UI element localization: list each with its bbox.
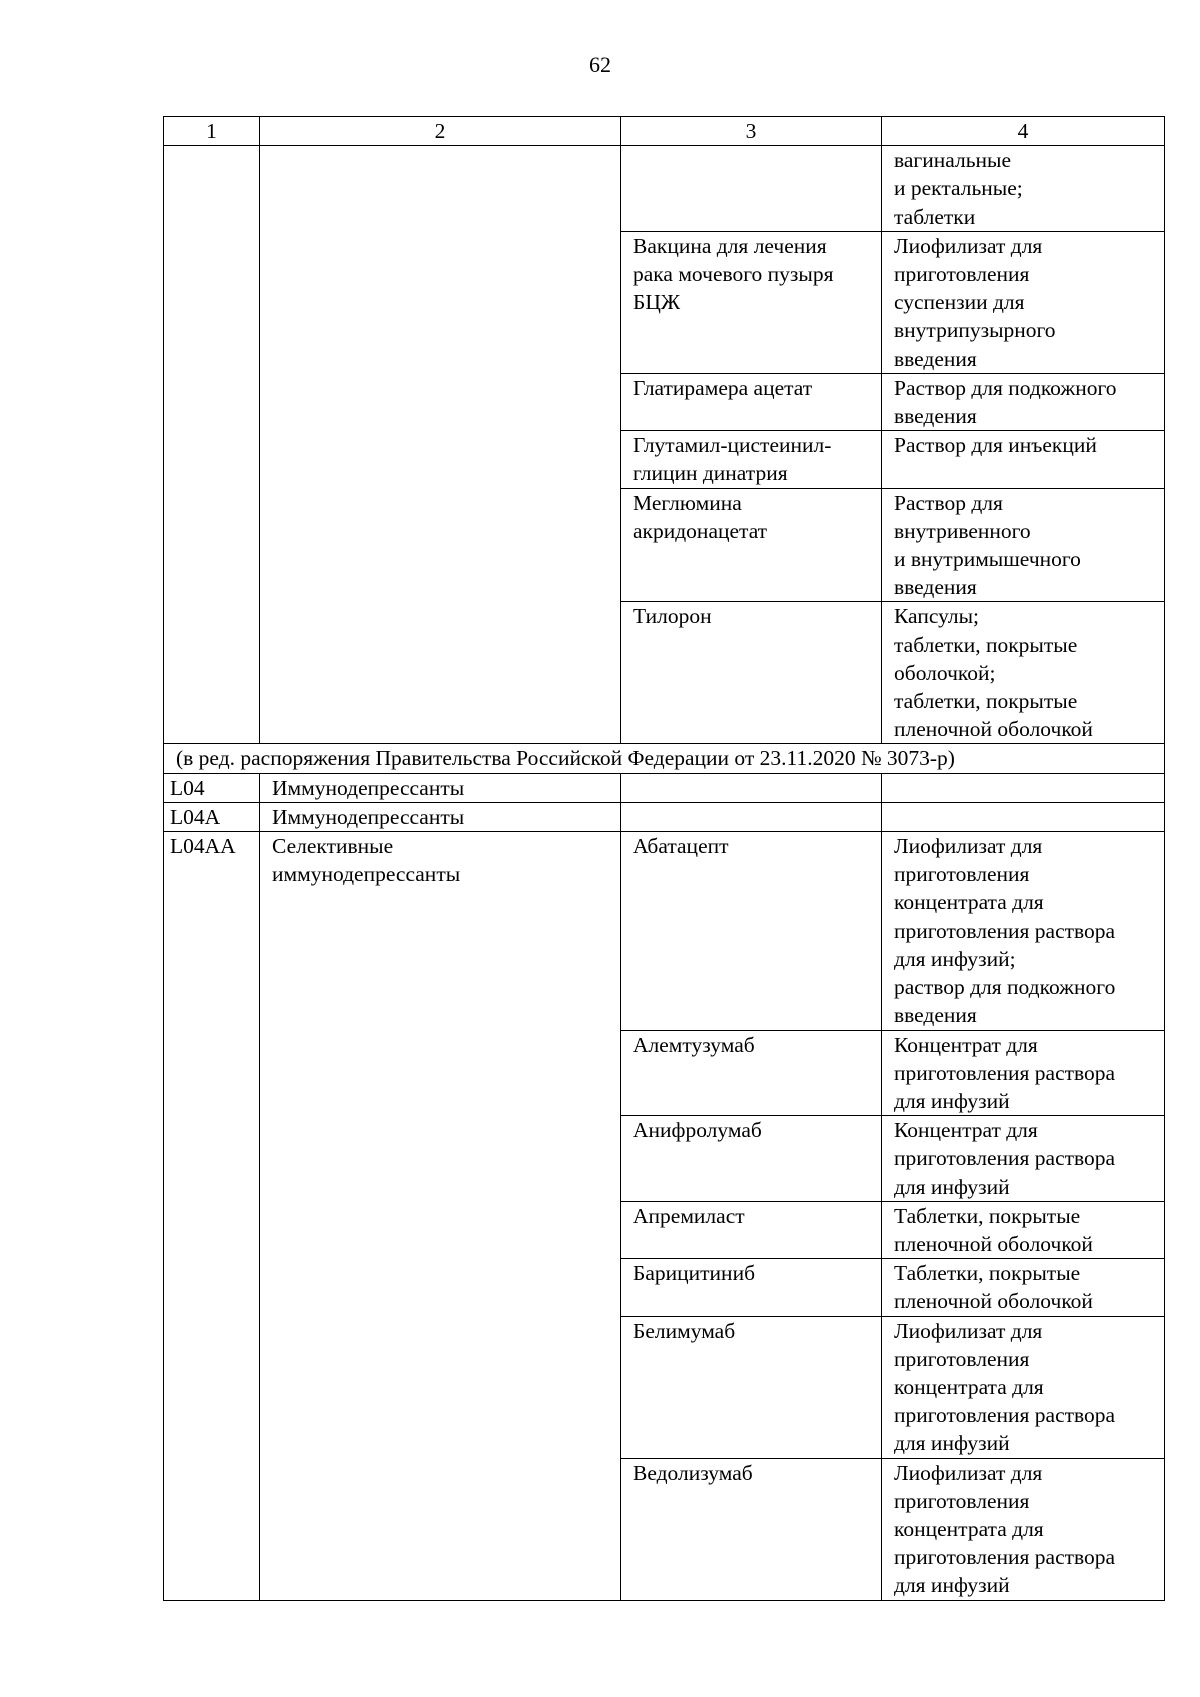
dosage-form-cell: Раствор для инъекций (882, 431, 1165, 488)
drug-name-cell: Анифролумаб (621, 1116, 882, 1202)
dosage-form-cell (882, 773, 1165, 802)
page-number: 62 (589, 52, 611, 77)
table-row (164, 146, 1165, 232)
dosage-form-cell: Концентрат для приготовления раствора для инфузий (882, 1116, 1165, 1202)
atc-code: L04 (164, 773, 260, 802)
dosage-form-cell: Лиофилизат для приготовления концентрата для приготовления раствора для инфузий (882, 1316, 1165, 1458)
atc-code: L04AA (164, 832, 260, 1600)
drug-list-table (163, 116, 1165, 1601)
drug-name-cell (621, 146, 882, 232)
drug-name-cell: Барицитиниб (621, 1259, 882, 1316)
group-cell-empty (260, 146, 621, 744)
dosage-form-cell: Лиофилизат для приготовления концентрата для приготовления раствора для инфузий; раствор для подкожного введения (882, 832, 1165, 1030)
table-row (164, 832, 1165, 1030)
atc-group-title: Иммунодепрессанты (260, 802, 621, 831)
table-row (164, 773, 1165, 802)
drug-name-cell: Абатацепт (621, 832, 882, 1030)
atc-group-title: Иммунодепрессанты (260, 773, 621, 802)
drug-name-cell: Ведолизумаб (621, 1458, 882, 1600)
drug-name-cell: Тилорон (621, 602, 882, 744)
drug-name-cell: Вакцина для лечения рака мочевого пузыря БЦЖ (621, 231, 882, 373)
amendment-note-row (164, 744, 1165, 773)
column-number-1: 1 (164, 117, 260, 146)
drug-name-cell (621, 773, 882, 802)
dosage-form-cell: вагинальные и ректальные; таблетки (882, 146, 1165, 232)
dosage-form-cell: Капсулы; таблетки, покрытые оболочкой; таблетки, покрытые пленочной оболочкой (882, 602, 1165, 744)
atc-code: L04A (164, 802, 260, 831)
table-row (164, 802, 1165, 831)
column-number-row (164, 117, 1165, 146)
column-number-2: 2 (260, 117, 621, 146)
dosage-form-cell: Лиофилизат для приготовления суспензии для внутрипузырного введения (882, 231, 1165, 373)
code-cell-empty (164, 146, 260, 744)
amendment-note: (в ред. распоряжения Правительства Российской Федерации от 23.11.2020 № 3073-р) (164, 744, 1165, 773)
drug-name-cell: Глатирамера ацетат (621, 373, 882, 430)
dosage-form-cell: Раствор для подкожного введения (882, 373, 1165, 430)
drug-name-cell: Глутамил-цистеинил- глицин динатрия (621, 431, 882, 488)
dosage-form-cell (882, 802, 1165, 831)
column-number-4: 4 (882, 117, 1165, 146)
atc-group-title: Селективные иммунодепрессанты (260, 832, 621, 1600)
drug-name-cell: Белимумаб (621, 1316, 882, 1458)
dosage-form-cell: Концентрат для приготовления раствора для инфузий (882, 1030, 1165, 1116)
drug-name-cell (621, 802, 882, 831)
drug-name-cell: Меглюмина акридонацетат (621, 488, 882, 602)
column-number-3: 3 (621, 117, 882, 146)
dosage-form-cell: Таблетки, покрытые пленочной оболочкой (882, 1201, 1165, 1258)
dosage-form-cell: Таблетки, покрытые пленочной оболочкой (882, 1259, 1165, 1316)
drug-name-cell: Апремиласт (621, 1201, 882, 1258)
drug-name-cell: Алемтузумаб (621, 1030, 882, 1116)
dosage-form-cell: Лиофилизат для приготовления концентрата для приготовления раствора для инфузий (882, 1458, 1165, 1600)
dosage-form-cell: Раствор для внутривенного и внутримышечного введения (882, 488, 1165, 602)
